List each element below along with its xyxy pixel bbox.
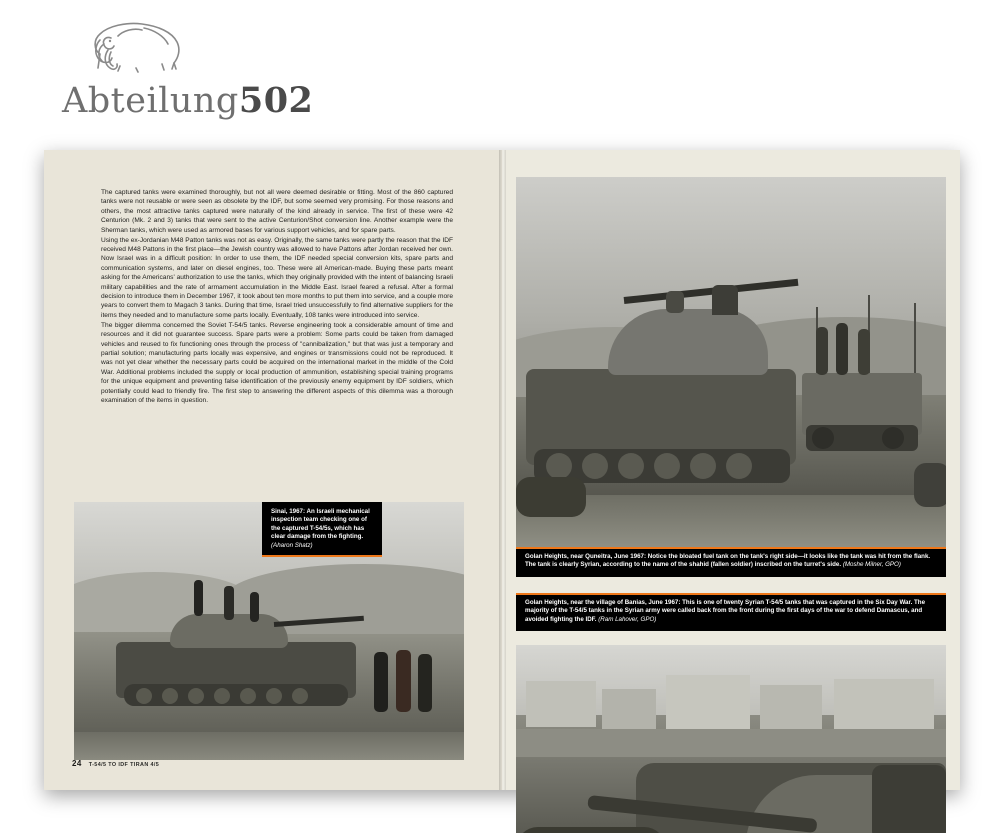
accent-rule (262, 555, 382, 557)
caption-banias (516, 593, 946, 631)
photo-wrecked-tank (516, 645, 946, 833)
caption-golan-text: Golan Heights, near Quneitra, June 1967: Notice the bloated fuel tank on the tank's right side—it looks like the tank was hit from the flank. The tank is clearly Syrian, according to the name of the shahid (fallen soldier) inscribed on the turret's side. (525, 553, 931, 569)
body-text (101, 188, 453, 406)
accent-rule (516, 547, 946, 549)
caption-banias-credit: (Ram Lahover, GPO) (598, 615, 657, 623)
running-head: T-54/5 TO IDF TIRAN 4/5 (88, 762, 160, 768)
book-spread (44, 150, 960, 790)
caption-golan-credit: (Moshe Milner, GPO) (842, 561, 901, 569)
folio-left (72, 759, 159, 768)
publisher-name-word: Abteilung (62, 81, 239, 121)
caption-banias-text: Golan Heights, near the village of Banias, June 1967: This is one of twenty Syrian T-54/5 tanks that was captured in the Six Day War. The majority of the T-54/5 tanks in the Syrian army were called back from the front during the first days of the war to defend Damascus, and avoided fighting the IDF. (525, 599, 926, 623)
publisher-logo (62, 14, 322, 124)
photo-tank-column (516, 177, 946, 547)
body-paragraph: Using the ex-Jordanian M48 Patton tanks was not as easy. Originally, the same tanks were partly the reason that the IDF received M48 Pattons in the first place—the Jewish country was allowed to have Pattons after Jordan received her own. Now Israel was in a difficult position: In order to use them, the IDF needed special conversion kits, spare parts and communication systems, and later on diesel engines, too. These were all American-made. Buying these parts meant asking for the Americans' authorization to use the tanks, which they originally provided with the intent of balancing Israeli military capabilities and the rate of armament accumulation in the Middle East. Israel feared a refusal. After a formal decision to introduce them in December 1967, it took about ten more months to put them into service, and a couple more years to convert them to Magach 3 tanks. During that time, Israel tried unsuccessfully to find alternative suppliers for the items they needed and to manufacture some parts locally. Eventually, 108 tanks were introduced into service. (101, 236, 453, 319)
accent-rule (516, 593, 946, 595)
caption-sinai-credit: (Aharon Shatz) (271, 541, 313, 549)
body-paragraph: The bigger dilemma concerned the Soviet T-54/5 tanks. Reverse engineering took a considerable amount of time and resources and it did not guarantee success. Spare parts were a problem: Some parts could be taken from damaged vehicles and reused to fix functioning ones through the process of "cannibalization," but that was just a temporary and partial solution; manufacturing parts locally was expensive, and engines or transmissions could not be reproduced. It was not yet clear whether the necessary parts could be acquired on the international market in the middle of the Cold War. Additional problems included the supply or local production of ammunition, establishing special training programs for the unique equipment and preventing false identification of the previously enemy equipment by IDF soldiers, which potentially could lead to friendly fire. The first step to answering the different aspects of this dilemma was a thorough examination of the items in question. (101, 321, 453, 404)
body-paragraph: The captured tanks were examined thoroughly, but not all were deemed desirable or fitting. Most of the 860 captured tanks were not reusable or were seen as obsolete by the IDF, but some seemed very promising. For those reasons and others, the most attractive tanks captured were naturally of the kind already in service. The first of these were 42 Centurion (Mk. 2 and 3) tanks that were sent to the active Centurion/Shot conversion line. Another example were the Sherman tanks, which were used as armored bases for various support vehicles, and for spare parts. (101, 189, 453, 234)
publisher-name (62, 80, 313, 121)
left-page (44, 150, 502, 790)
publisher-name-number: 502 (238, 80, 314, 121)
caption-sinai-text: Sinai, 1967: An Israeli mechanical inspection team checking one of the captured T-54/5s, which has clear damage from the fighting. (271, 508, 370, 541)
mammoth-icon (84, 14, 194, 76)
caption-golan-fuel-tank (516, 547, 946, 577)
caption-sinai (262, 502, 382, 557)
page-number: 24 (72, 759, 82, 768)
